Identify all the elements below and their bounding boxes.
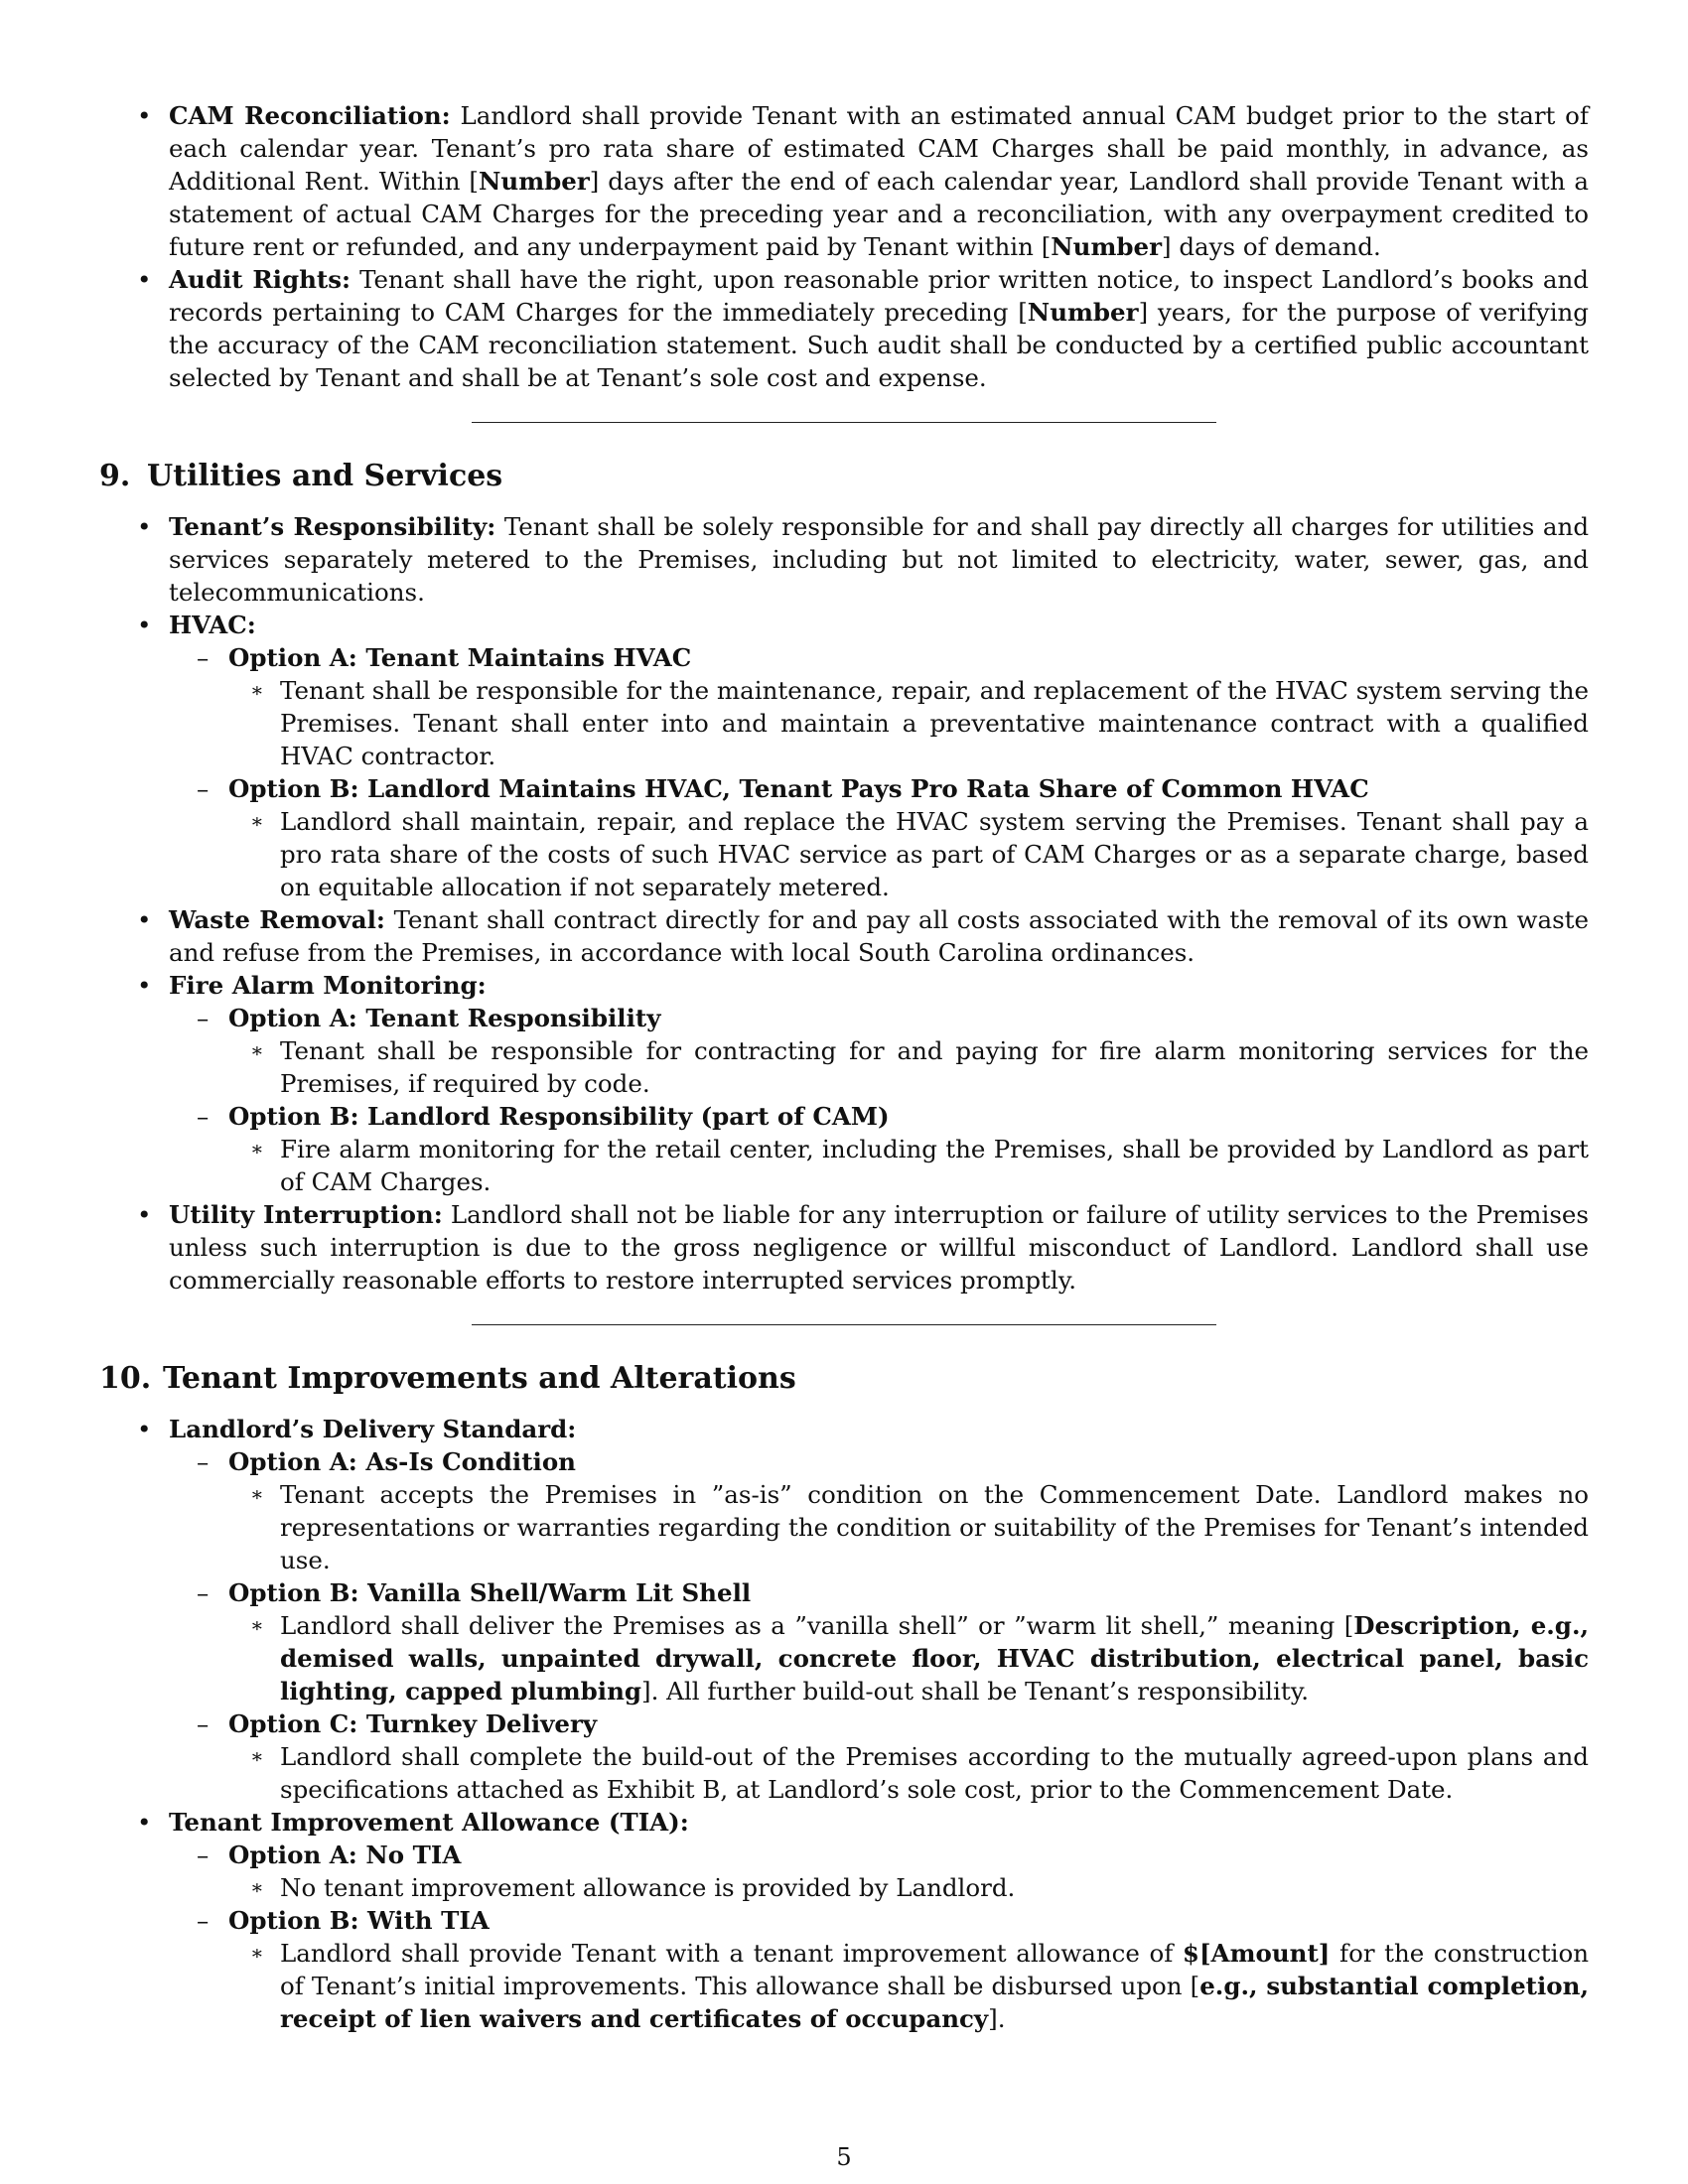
tia-option-b-text-1: Landlord shall provide Tenant with a tenant improvement allowance of: [280, 1939, 1183, 1968]
delivery-option-a-label: Option A: As-Is Condition: [228, 1447, 576, 1476]
hvac-option-a-detail: [99, 674, 1589, 772]
delivery-option-a: [99, 1445, 1589, 1478]
fire-option-a: [99, 1002, 1589, 1034]
dash-icon: –: [197, 1447, 210, 1476]
section-divider: [472, 422, 1216, 423]
bullet-icon: •: [137, 1200, 152, 1229]
section-9-list: [99, 510, 1589, 1297]
asterisk-icon: ∗: [250, 1038, 264, 1062]
placeholder-amount: $[Amount]: [1182, 1939, 1331, 1968]
audit-rights-item: [99, 263, 1589, 394]
asterisk-icon: ∗: [250, 809, 264, 833]
tia-option-a: [99, 1839, 1589, 1871]
hvac-option-b: [99, 772, 1589, 805]
hvac-option-b-text: Landlord shall maintain, repair, and replace the HVAC system serving the Premises. Tenant shall pay a pro rata share of the costs of such HVAC service as part of CAM Charges or as a separate charge, based on equitable allocation if not separately metered.: [280, 807, 1589, 901]
audit-rights-label: Audit Rights:: [169, 265, 352, 294]
bullet-icon: •: [137, 1415, 152, 1443]
section-number: 9.: [99, 459, 131, 493]
section-10-list: [99, 1413, 1589, 2035]
section-title: Tenant Improvements and Alterations: [163, 1361, 796, 1396]
bullet-icon: •: [137, 265, 152, 294]
dash-icon: –: [197, 1102, 210, 1131]
audit-text-1: Tenant shall have the right, upon reasonable prior written notice, to inspect Landlord’s books and records pertaining to CAM Charges for the immediately preceding [: [169, 265, 1589, 327]
bullet-icon: •: [137, 611, 152, 639]
tia-option-b-detail: [99, 1937, 1589, 2035]
dash-icon: –: [197, 1841, 210, 1869]
tia-option-a-text: No tenant improvement allowance is provided by Landlord.: [280, 1873, 1016, 1902]
hvac-option-a-text: Tenant shall be responsible for the maintenance, repair, and replacement of the HVAC system serving the Premises. Tenant shall enter into and maintain a preventative maintenance contract with a qualified HVAC contractor.: [280, 676, 1589, 770]
tia-option-a-label: Option A: No TIA: [228, 1841, 462, 1869]
utility-interruption-label: Utility Interruption:: [169, 1200, 443, 1229]
cam-reconciliation-item: [99, 99, 1589, 263]
dash-icon: –: [197, 1709, 210, 1738]
asterisk-icon: ∗: [250, 1744, 264, 1768]
asterisk-icon: ∗: [250, 1482, 264, 1506]
delivery-option-b-label: Option B: Vanilla Shell/Warm Lit Shell: [228, 1578, 752, 1607]
delivery-option-c: [99, 1707, 1589, 1740]
tia-item: [99, 1806, 1589, 1839]
asterisk-icon: ∗: [250, 678, 264, 702]
fire-alarm-item: [99, 969, 1589, 1002]
cam-text-2: ] days after the end of each calendar year, Landlord shall provide Tenant with a statement of actual CAM Charges for the preceding year and a reconciliation, with any overpayment credited to future rent or refunded, and any underpayment paid by Tenant within [: [169, 167, 1590, 261]
waste-removal-item: [99, 903, 1589, 969]
delivery-option-b-text-2: ]. All further build-out shall be Tenant’s responsibility.: [641, 1677, 1310, 1706]
fire-option-a-text: Tenant shall be responsible for contracting for and paying for fire alarm monitoring services for the Premises, if required by code.: [280, 1036, 1589, 1098]
delivery-option-b-text-1: Landlord shall deliver the Premises as a ”vanilla shell” or ”warm lit shell,” meaning [: [280, 1611, 1354, 1640]
waste-removal-text: Tenant shall contract directly for and pay all costs associated with the removal of its own waste and refuse from the Premises, in accordance with local South Carolina ordinances.: [169, 905, 1589, 967]
section-number: 10.: [99, 1361, 152, 1396]
hvac-label: HVAC:: [169, 611, 256, 639]
delivery-standard-label: Landlord’s Delivery Standard:: [169, 1415, 577, 1443]
hvac-option-a-label: Option A: Tenant Maintains HVAC: [228, 643, 692, 672]
placeholder-number: Number: [479, 167, 590, 196]
fire-option-b-detail: [99, 1133, 1589, 1198]
hvac-option-a: [99, 641, 1589, 674]
hvac-item: [99, 609, 1589, 641]
tia-label: Tenant Improvement Allowance (TIA):: [169, 1808, 689, 1837]
utility-interruption-text: Landlord shall not be liable for any interruption or failure of utility services to the Premises unless such interruption is due to the gross negligence or willful misconduct of Landlord. Landlord shall use commercially reasonable efforts to restore interrupted services promptly.: [169, 1200, 1589, 1295]
hvac-option-b-label: Option B: Landlord Maintains HVAC, Tenant Pays Pro Rata Share of Common HVAC: [228, 774, 1369, 803]
fire-option-b: [99, 1100, 1589, 1133]
delivery-option-b: [99, 1576, 1589, 1609]
tia-option-b-label: Option B: With TIA: [228, 1906, 490, 1935]
delivery-option-c-text: Landlord shall complete the build-out of the Premises according to the mutually agreed-upon plans and specifications attached as Exhibit B, at Landlord’s sole cost, prior to the Commencement Date.: [280, 1742, 1589, 1804]
section-divider: [472, 1324, 1216, 1325]
page-number: 5: [836, 2143, 852, 2171]
fire-option-a-detail: [99, 1034, 1589, 1100]
section-title: Utilities and Services: [147, 459, 503, 493]
delivery-standard-item: [99, 1413, 1589, 1445]
section-10-heading: [99, 1359, 1589, 1399]
tenant-responsibility-text: Tenant shall be solely responsible for and shall pay directly all charges for utilities and services separately metered to the Premises, including but not limited to electricity, water, sewer, gas, and telecommunications.: [169, 512, 1590, 607]
bullet-icon: •: [137, 512, 152, 541]
delivery-option-c-detail: [99, 1740, 1589, 1806]
tia-option-b: [99, 1904, 1589, 1937]
dash-icon: –: [197, 774, 210, 803]
waste-removal-label: Waste Removal:: [169, 905, 385, 934]
tia-option-b-text-3: ].: [988, 2004, 1006, 2033]
placeholder-number: Number: [1027, 298, 1139, 327]
hvac-option-b-detail: [99, 805, 1589, 903]
tenant-responsibility-item: [99, 510, 1589, 609]
fire-option-a-label: Option A: Tenant Responsibility: [228, 1004, 661, 1032]
dash-icon: –: [197, 1004, 210, 1032]
fire-alarm-label: Fire Alarm Monitoring:: [169, 971, 487, 1000]
section-8-tail-list: [99, 99, 1589, 394]
delivery-option-a-detail: [99, 1478, 1589, 1576]
bullet-icon: •: [137, 1808, 152, 1837]
cam-reconciliation-label: CAM Reconciliation:: [169, 101, 451, 130]
dash-icon: –: [197, 1578, 210, 1607]
dash-icon: –: [197, 643, 210, 672]
delivery-option-b-detail: [99, 1609, 1589, 1707]
asterisk-icon: ∗: [250, 1613, 264, 1637]
delivery-option-c-label: Option C: Turnkey Delivery: [228, 1709, 598, 1738]
audit-text-2: ] years, for the purpose of verifying the accuracy of the CAM reconciliation statement. Such audit shall be conducted by a certified public accountant selected by Tenant and shall be at Tenant’s sole cost and expense.: [169, 298, 1589, 392]
placeholder-number: Number: [1051, 232, 1163, 261]
delivery-option-a-text: Tenant accepts the Premises in ”as-is” condition on the Commencement Date. Landlord makes no representations or warranties regarding the condition or suitability of the Premises for Tenant’s intended use.: [280, 1480, 1589, 1574]
placeholder-disbursement-condition: e.g., substantial completion, receipt of lien waivers and certificates of occupancy: [280, 1972, 1589, 2033]
tia-option-a-detail: [99, 1871, 1589, 1904]
placeholder-description: Description, e.g., demised walls, unpainted drywall, concrete floor, HVAC distribution, electrical panel, basic lighting, capped plumbing: [280, 1611, 1589, 1706]
tia-option-b-text-2: for the construction of Tenant’s initial improvements. This allowance shall be disbursed upon [: [280, 1939, 1590, 2000]
bullet-icon: •: [137, 101, 152, 130]
asterisk-icon: ∗: [250, 1875, 264, 1899]
cam-text-3: ] days of demand.: [1162, 232, 1381, 261]
asterisk-icon: ∗: [250, 1137, 264, 1160]
utility-interruption-item: [99, 1198, 1589, 1297]
bullet-icon: •: [137, 905, 152, 934]
cam-text-1: Landlord shall provide Tenant with an estimated annual CAM budget prior to the start of each calendar year. Tenant’s pro rata share of estimated CAM Charges shall be paid monthly, in advance, as Additional Rent. Within [: [169, 101, 1589, 196]
tenant-responsibility-label: Tenant’s Responsibility:: [169, 512, 496, 541]
bullet-icon: •: [137, 971, 152, 1000]
asterisk-icon: ∗: [250, 1941, 264, 1965]
fire-option-b-text: Fire alarm monitoring for the retail center, including the Premises, shall be provided by Landlord as part of CAM Charges.: [280, 1135, 1589, 1196]
section-9-heading: [99, 457, 1589, 496]
dash-icon: –: [197, 1906, 210, 1935]
fire-option-b-label: Option B: Landlord Responsibility (part of CAM): [228, 1102, 890, 1131]
